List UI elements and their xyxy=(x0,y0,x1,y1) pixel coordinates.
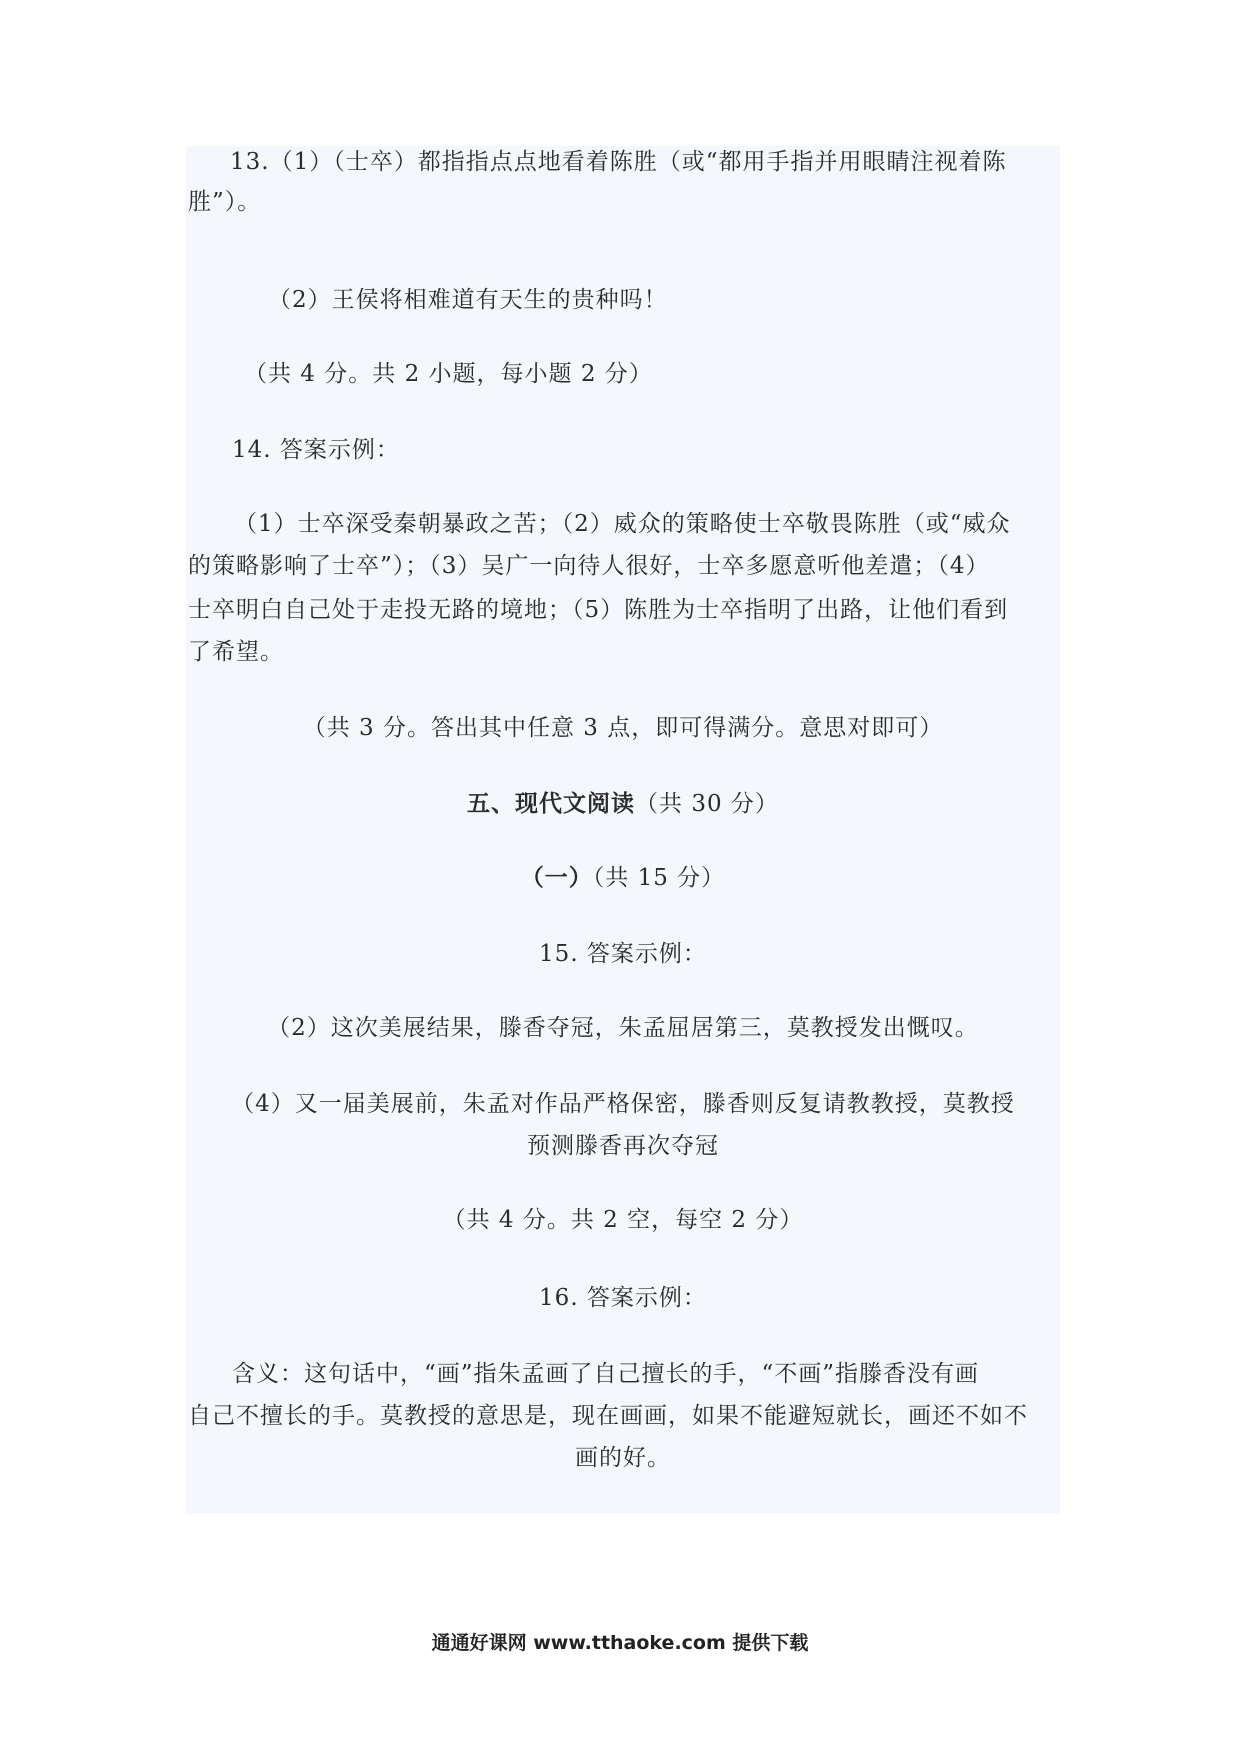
q16-label: 16. 答案示例： xyxy=(539,1285,707,1311)
q13-line-2: 胜”）。 xyxy=(188,189,262,215)
q13-score: （共 4 分。共 2 小题，每小题 2 分） xyxy=(244,361,653,387)
q15-label: 15. 答案示例： xyxy=(539,941,707,967)
q13-line-1: 13.（1）（士卒）都指指点点地看着陈胜（或“都用手指并用眼睛注视着陈 xyxy=(230,149,1007,175)
q15-line-2: （4）又一届美展前，朱孟对作品严格保密，滕香则反复请教教授，莫教授 xyxy=(231,1091,1015,1117)
q16-line-2: 自己不擅长的手。莫教授的意思是，现在画画，如果不能避短就长，画还不如不 xyxy=(188,1403,1028,1429)
q15-score: （共 4 分。共 2 空，每空 2 分） xyxy=(442,1207,804,1233)
q14-line-4: 了希望。 xyxy=(188,639,284,665)
q15-line-1: （2）这次美展结果，滕香夺冠，朱孟屈居第三，莫教授发出慨叹。 xyxy=(267,1015,979,1041)
q15-line-3: 预测滕香再次夺冠 xyxy=(527,1133,719,1159)
subsection-title-score: （共 15 分） xyxy=(592,865,726,891)
q14-line-1: （1）士卒深受秦朝暴政之苦；（2）威众的策略使士卒敬畏陈胜（或“威众 xyxy=(234,511,1011,537)
section-title-score: （共 30 分） xyxy=(635,791,779,817)
q13-line-3: （2）王侯将相难道有天生的贵种吗！ xyxy=(268,287,668,313)
subsection-title xyxy=(186,856,1060,900)
q14-label: 14. 答案示例： xyxy=(232,437,400,463)
subsection-title-text: （一） xyxy=(520,865,593,891)
q14-line-2: 的策略影响了士卒”）；（3）吴广一向待人很好，士卒多愿意听他差遣；（4） xyxy=(188,553,990,579)
q16-line-3: 画的好。 xyxy=(575,1445,671,1471)
footer-credit: 通通好课网 www.tthaoke.com 提供下载 xyxy=(431,1632,809,1654)
q16-line-1: 含义：这句话中，“画”指朱孟画了自己擅长的手，“不画”指滕香没有画 xyxy=(232,1361,980,1387)
q14-line-3: 士卒明白自己处于走投无路的境地；（5）陈胜为士卒指明了出路，让他们看到 xyxy=(188,597,1009,623)
section-title xyxy=(186,782,1060,826)
q14-score: （共 3 分。答出其中任意 3 点，即可得满分。意思对即可） xyxy=(302,715,944,741)
section-title-text: 五、现代文阅读 xyxy=(467,791,636,817)
